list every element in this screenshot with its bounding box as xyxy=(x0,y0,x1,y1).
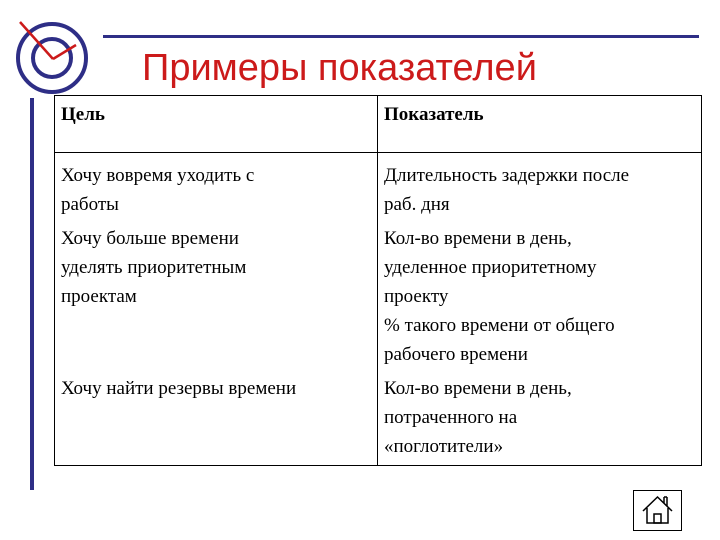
goal-line: Хочу найти резервы времени xyxy=(61,378,297,399)
metric-line: потраченного на xyxy=(384,407,518,428)
goal-line: Хочу больше времени xyxy=(61,228,239,249)
column-header-goal: Цель xyxy=(55,96,378,153)
metric-line: Длительность задержки после xyxy=(384,165,630,186)
metric-cell xyxy=(378,224,702,374)
metric-line: % такого времени от общего xyxy=(384,315,615,336)
table-row xyxy=(55,374,702,466)
table-row xyxy=(55,153,702,225)
home-icon xyxy=(634,491,681,530)
title-underline xyxy=(103,35,699,38)
home-button[interactable] xyxy=(633,490,682,531)
page-title: Примеры показателей xyxy=(142,47,537,89)
metric-line: проекту xyxy=(384,286,449,307)
table-row xyxy=(55,224,702,374)
goal-line: работы xyxy=(61,194,119,215)
metric-cell xyxy=(378,374,702,466)
metric-line: раб. дня xyxy=(384,194,450,215)
metric-line: Кол-во времени в день, xyxy=(384,228,572,249)
metric-line: рабочего времени xyxy=(384,344,528,365)
metric-line: Кол-во времени в день, xyxy=(384,378,572,399)
column-header-metric: Показатель xyxy=(378,96,702,153)
table-header-row xyxy=(55,96,702,153)
clock-logo-icon xyxy=(10,14,94,98)
goal-cell xyxy=(55,224,378,374)
goal-line: проектам xyxy=(61,286,137,307)
goal-line: уделять приоритетным xyxy=(61,257,247,278)
left-accent-bar xyxy=(30,98,34,490)
goal-cell xyxy=(55,374,378,466)
metric-cell xyxy=(378,153,702,225)
metric-line: уделенное приоритетному xyxy=(384,257,597,278)
goal-line: Хочу вовремя уходить с xyxy=(61,165,255,186)
goal-cell xyxy=(55,153,378,225)
metric-line: «поглотители» xyxy=(384,436,504,457)
indicators-table xyxy=(54,95,702,466)
